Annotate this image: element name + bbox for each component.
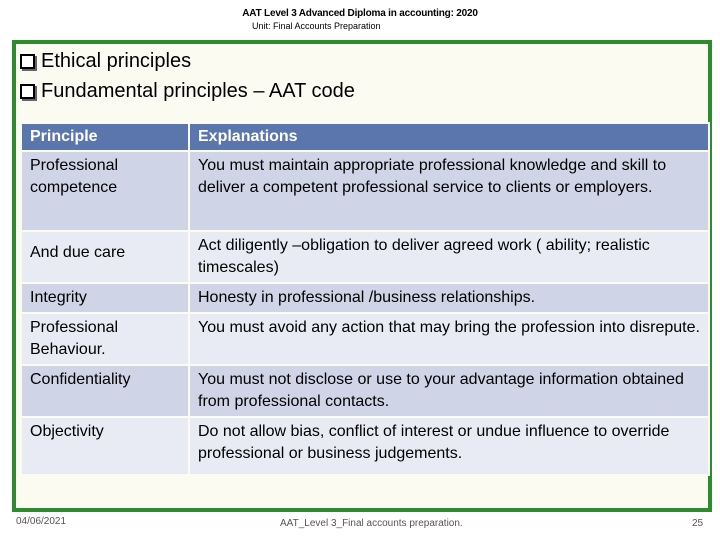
bullet-item bbox=[20, 76, 355, 106]
column-header-principle: Principle bbox=[21, 123, 189, 151]
bullet-text: Fundamental principles – AAT code bbox=[41, 79, 355, 102]
explanation-cell: Do not allow bias, conflict of interest or undue influence to override professional or business judgements. bbox=[189, 417, 709, 475]
bullet-text: Ethical principles bbox=[41, 49, 192, 72]
bullet-list bbox=[20, 46, 355, 106]
principle-cell: Professional Behaviour. bbox=[21, 313, 189, 365]
table-row bbox=[21, 313, 709, 365]
principle-cell: Professional competence bbox=[21, 151, 189, 231]
footer-date: 04/06/2021 bbox=[16, 516, 67, 527]
principle-cell: Confidentiality bbox=[21, 365, 189, 417]
table-header-row bbox=[21, 123, 709, 151]
explanation-cell: You must avoid any action that may bring the profession into disrepute. bbox=[189, 313, 709, 365]
footer-page-number: 25 bbox=[692, 518, 704, 529]
checkbox-bullet-icon bbox=[20, 84, 35, 99]
table-row bbox=[21, 365, 709, 417]
table-row bbox=[21, 417, 709, 475]
checkbox-bullet-icon bbox=[20, 54, 35, 69]
explanation-cell: Act diligently –obligation to deliver agreed work ( ability; realistic timescales) bbox=[189, 231, 709, 283]
explanation-cell: You must maintain appropriate professional knowledge and skill to deliver a competent professional service to clients or employers. bbox=[189, 151, 709, 231]
table-row bbox=[21, 231, 709, 283]
bullet-item bbox=[20, 46, 355, 76]
principles-table bbox=[20, 122, 710, 476]
principle-cell: Objectivity bbox=[21, 417, 189, 475]
principle-cell: And due care bbox=[21, 231, 189, 283]
table-row bbox=[21, 283, 709, 313]
explanation-cell: Honesty in professional /business relationships. bbox=[189, 283, 709, 313]
explanation-cell: You must not disclose or use to your advantage information obtained from professional contacts. bbox=[189, 365, 709, 417]
principle-cell: Integrity bbox=[21, 283, 189, 313]
column-header-explanations: Explanations bbox=[189, 123, 709, 151]
slide-header-title: AAT Level 3 Advanced Diploma in accounting: 2020 bbox=[242, 8, 478, 19]
table-row bbox=[21, 151, 709, 231]
slide-header-unit: Unit: Final Accounts Preparation bbox=[252, 21, 381, 31]
footer-course-title: AAT_Level 3_Final accounts preparation. bbox=[280, 518, 463, 529]
